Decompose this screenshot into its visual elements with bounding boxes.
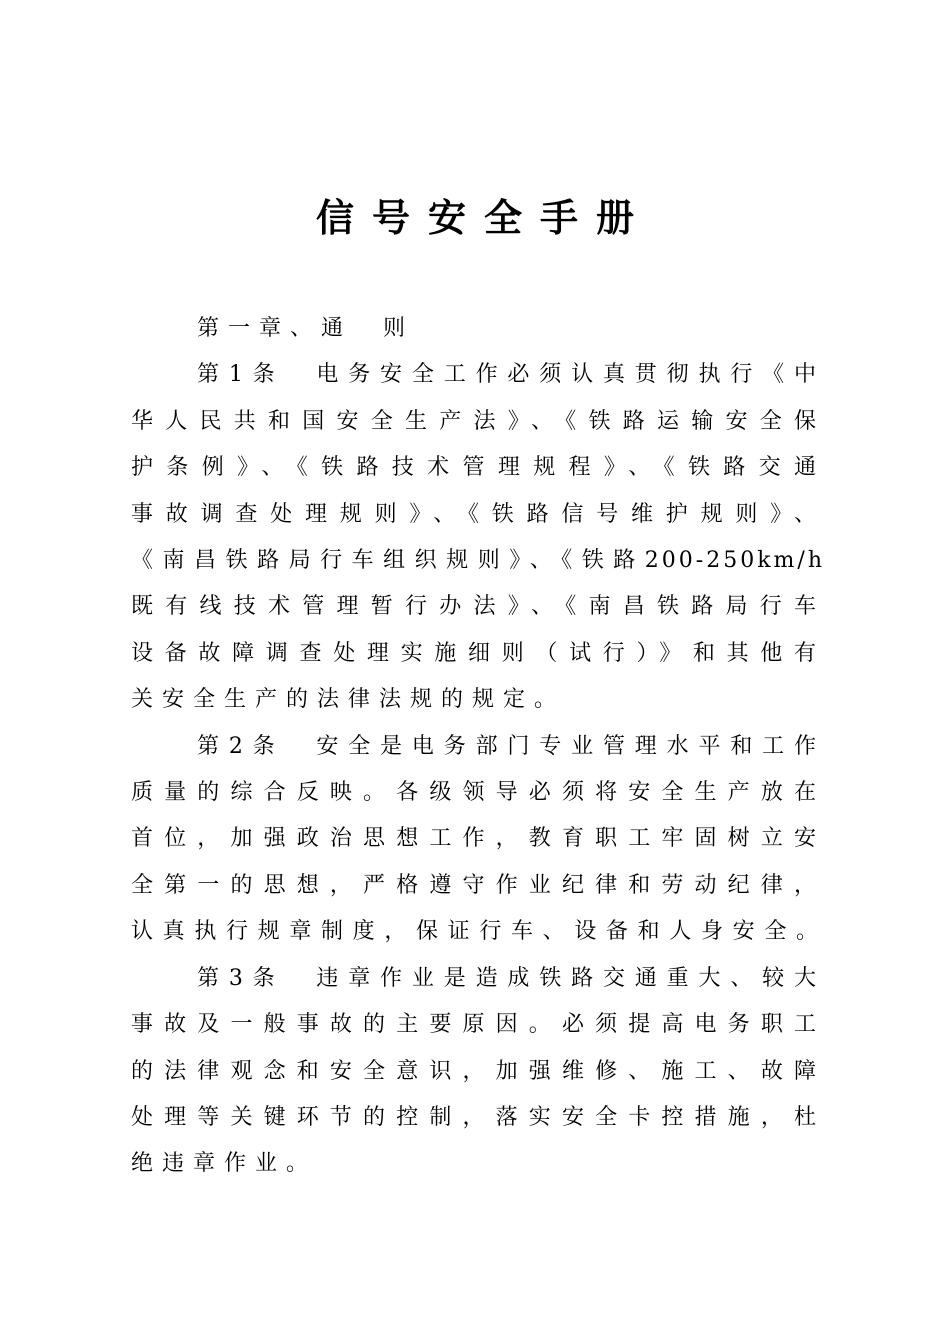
- article-line: 首位，加强政治思想工作，教育职工牢固树立安: [131, 826, 825, 852]
- article-line: 《南昌铁路局行车组织规则》、《铁路200-250km/h: [131, 548, 825, 574]
- article-2: [131, 724, 825, 956]
- article-line: 设备故障调查处理实施细则（试行）》和其他有: [131, 640, 825, 666]
- chapter-heading: 第一章、通 则: [197, 316, 415, 341]
- article-line: 质量的综合反映。各级领导必须将安全生产放在: [131, 780, 825, 806]
- document-body: [131, 306, 825, 1188]
- article-line: 事故调查处理规则》、《铁路信号维护规则》、: [131, 501, 825, 527]
- article-line: 第2条 安全是电务部门专业管理水平和工作: [197, 733, 825, 759]
- article-line: 第3条 违章作业是造成铁路交通重大、较大: [197, 965, 825, 991]
- article-line: 护条例》、《铁路技术管理规程》、《铁路交通: [131, 455, 825, 481]
- article-line: 既有线技术管理暂行办法》、《南昌铁路局行车: [131, 594, 825, 620]
- article-line: 关安全生产的法律法规的规定。: [131, 687, 566, 713]
- article-line: 认真执行规章制度，保证行车、设备和人身安全。: [131, 919, 825, 945]
- article-line: 第1条 电务安全工作必须认真贯彻执行《中: [197, 362, 825, 388]
- article-line: 处理等关键环节的控制，落实安全卡控措施，杜: [131, 1104, 825, 1130]
- article-line: 的法律观念和安全意识，加强维修、施工、故障: [131, 1058, 825, 1084]
- article-line: 全第一的思想，严格遵守作业纪律和劳动纪律，: [131, 872, 825, 898]
- article-line: 事故及一般事故的主要原因。必须提高电务职工: [131, 1012, 825, 1038]
- article-line: 华人民共和国安全生产法》、《铁路运输安全保: [131, 408, 825, 434]
- article-line: 绝违章作业。: [131, 1151, 318, 1177]
- article-3: [131, 956, 825, 1188]
- article-1: [131, 352, 825, 723]
- document-title: 信号安全手册: [315, 195, 652, 240]
